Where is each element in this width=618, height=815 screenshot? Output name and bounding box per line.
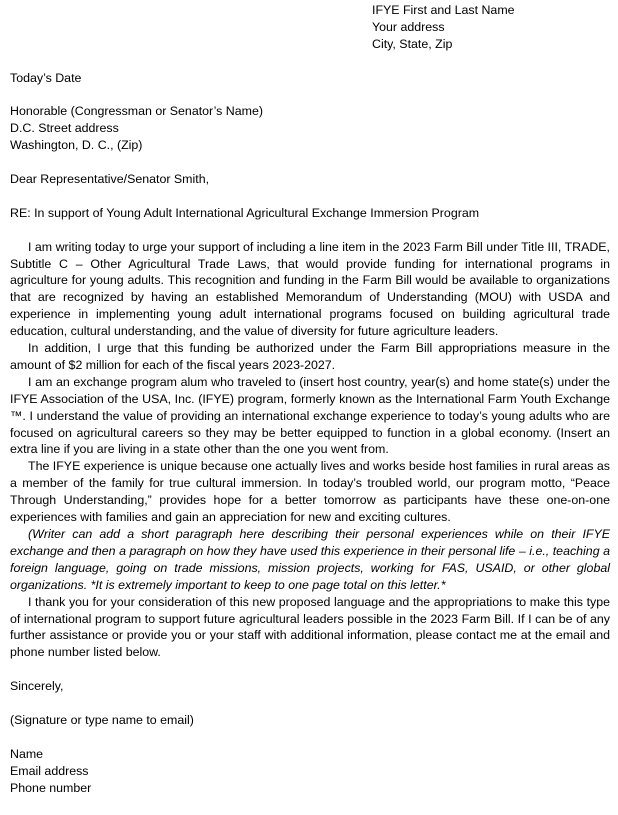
spacer <box>10 188 610 205</box>
spacer <box>10 53 610 70</box>
recipient-name: Honorable (Congressman or Senator’s Name) <box>10 104 263 119</box>
body-paragraph-6: I thank you for your consideration of this new proposed language and the appropriations to make this type of international program to support future agricultural leaders possible in the 2023 Farm Bill. If I can be of any further assistance or provide you or your staff with additional information, please contact me at the email and phone number listed below. <box>10 594 610 660</box>
spacer <box>10 154 610 171</box>
letter-body <box>10 239 610 662</box>
closing: Sincerely, <box>10 679 64 694</box>
recipient-street: D.C. Street address <box>10 121 119 136</box>
body-paragraph-5: (Writer can add a short paragraph here describing their personal experiences while on their IFYE exchange and then a paragraph on how they have used this experience in their personal life – i.e., teaching a foreign language, going on trade missions, mission projects, working for FAS, USAID, or other global organizations. *It is extremely important to keep to one page total on this letter.* <box>10 527 610 592</box>
sender-name: IFYE First and Last Name <box>372 3 515 17</box>
contact-phone: Phone number <box>10 780 92 795</box>
salutation: Dear Representative/Senator Smith, <box>10 172 210 187</box>
contact-block <box>10 746 610 797</box>
spacer <box>10 661 610 678</box>
sender-address: Your address <box>372 19 445 34</box>
body-paragraph-2: In addition, I urge that this funding be authorized under the Farm Bill appropriations measure in the amount of $2 million for each of the fiscal years 2023-2027. <box>10 341 610 372</box>
spacer <box>10 87 610 104</box>
spacer <box>10 729 610 746</box>
subject-line: RE: In support of Young Adult International Agricultural Exchange Immersion Program <box>10 205 480 220</box>
letter <box>10 2 610 796</box>
spacer <box>10 222 610 239</box>
body-paragraph-4: The IFYE experience is unique because one actually lives and works beside host families in rural areas as a member of the family for true cultural immersion. In today’s troubled world, our program motto, “Peace Through Understanding,” provides hope for a better tomorrow as participants have these one-on-one experiences with families and gain an appreciation for new and exciting cultures. <box>10 459 610 525</box>
recipient-block <box>10 103 610 154</box>
recipient-city: Washington, D. C., (Zip) <box>10 138 143 153</box>
signature: (Signature or type name to email) <box>10 712 194 727</box>
body-paragraph-3: I am an exchange program alum who traveled to (insert host country, year(s) and home state(s) under the IFYE Association of the USA, Inc. (IFYE) program, formerly known as the International Farm Youth Exchange ™. I understand the value of providing an international exchange experience to today’s young adults who are focused on agricultural careers so they may be better equipped to function in a global economy. (Insert an extra line if you are living in a state other than the one you went from. <box>10 374 610 457</box>
contact-name: Name <box>10 746 44 761</box>
sender-block <box>372 2 610 53</box>
body-paragraph-1: I am writing today to urge your support of including a line item in the 2023 Farm Bill under Title III, TRADE, Subtitle C – Other Agricultural Trade Laws, that would provide funding for international programs in agriculture for young adults. This recognition and funding in the Farm Bill would be available to organizations that are recognized by having an established Memorandum of Understanding (MOU) with USDA and experience in implementing young adult international programs focused on building agricultural trade education, cultural understanding, and the value of diversity for future agriculture leaders. <box>10 239 610 339</box>
contact-email: Email address <box>10 763 89 778</box>
sender-city: City, State, Zip <box>372 36 453 51</box>
spacer <box>10 695 610 712</box>
letter-date: Today’s Date <box>10 70 82 85</box>
